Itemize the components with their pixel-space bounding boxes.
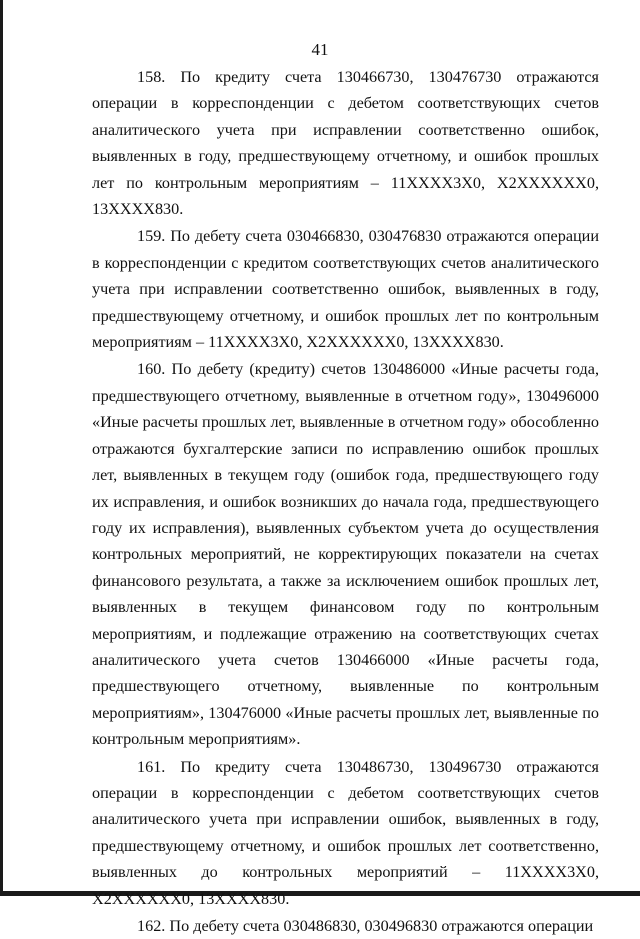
scan-border-left (0, 0, 3, 896)
paragraph-159: 159. По дебету счета 030466830, 030476830 отражаются операции в корреспонденции с кредитом соответствующих счетов аналитического учета при исправлении соответственно ошибок, выявленных в году, предшествующему отчетному, и ошибок прошлых лет по контрольным мероприятиям – 11ХХХХ3Х0, Х2ХХХХХХ0, 13ХХХХ830. (92, 227, 599, 352)
paragraph-160: 160. По дебету (кредиту) счетов 130486000 «Иные расчеты года, предшествующего отчетному, выявленные в отчетном году», 130496000 «Иные расчеты прошлых лет, выявленные в отчетном году» обособленно отражаются бухгалтерские записи по исправлению ошибок прошлых лет, выявленных в текущем году (ошибок года, предшествующего году их исправления, и ошибок возникших до начала года, предшествующего году их исправления), выявленных субъектом учета до осуществления контрольных мероприятий, не корректирующих показатели на счетах финансового результата, а также за исключением ошибок прошлых лет, выявленных в текущем финансовом году по контрольным мероприятиям, и подлежащие отражению на соответствующих счетах аналитического учета счетов 130466000 «Иные расчеты года, предшествующего отчетному, выявленные по контрольным мероприятиям», 130476000 «Иные расчеты прошлых лет, выявленные по контрольным мероприятиям». (92, 360, 599, 749)
paragraph-162: 162. По дебету счета 030486830, 030496830 отражаются операции (137, 917, 594, 935)
page-number: 41 (311, 40, 329, 59)
paragraph-158: 158. По кредиту счета 130466730, 130476730 отражаются операции в корреспонденции с дебетом соответствующих счетов аналитического учета при исправлении соответственно ошибок, выявленных в году, предшествующему отчетному, и ошибок прошлых лет по контрольным мероприятиям – 11ХХХХ3Х0, Х2ХХХХХХ0, 13ХХХХ830. (92, 68, 599, 219)
paragraph-161: 161. По кредиту счета 130486730, 130496730 отражаются операции в корреспонденции с дебетом соответствующих счетов аналитического учета при исправлении ошибок, выявленных в году, предшествующему отчетному, и ошибок прошлых лет соответственно, выявленных до контрольных мероприятий – 11ХХХХ3Х0, Х2ХХХХХХ0, 13ХХХХ830. (92, 757, 599, 908)
document-body (92, 64, 599, 939)
